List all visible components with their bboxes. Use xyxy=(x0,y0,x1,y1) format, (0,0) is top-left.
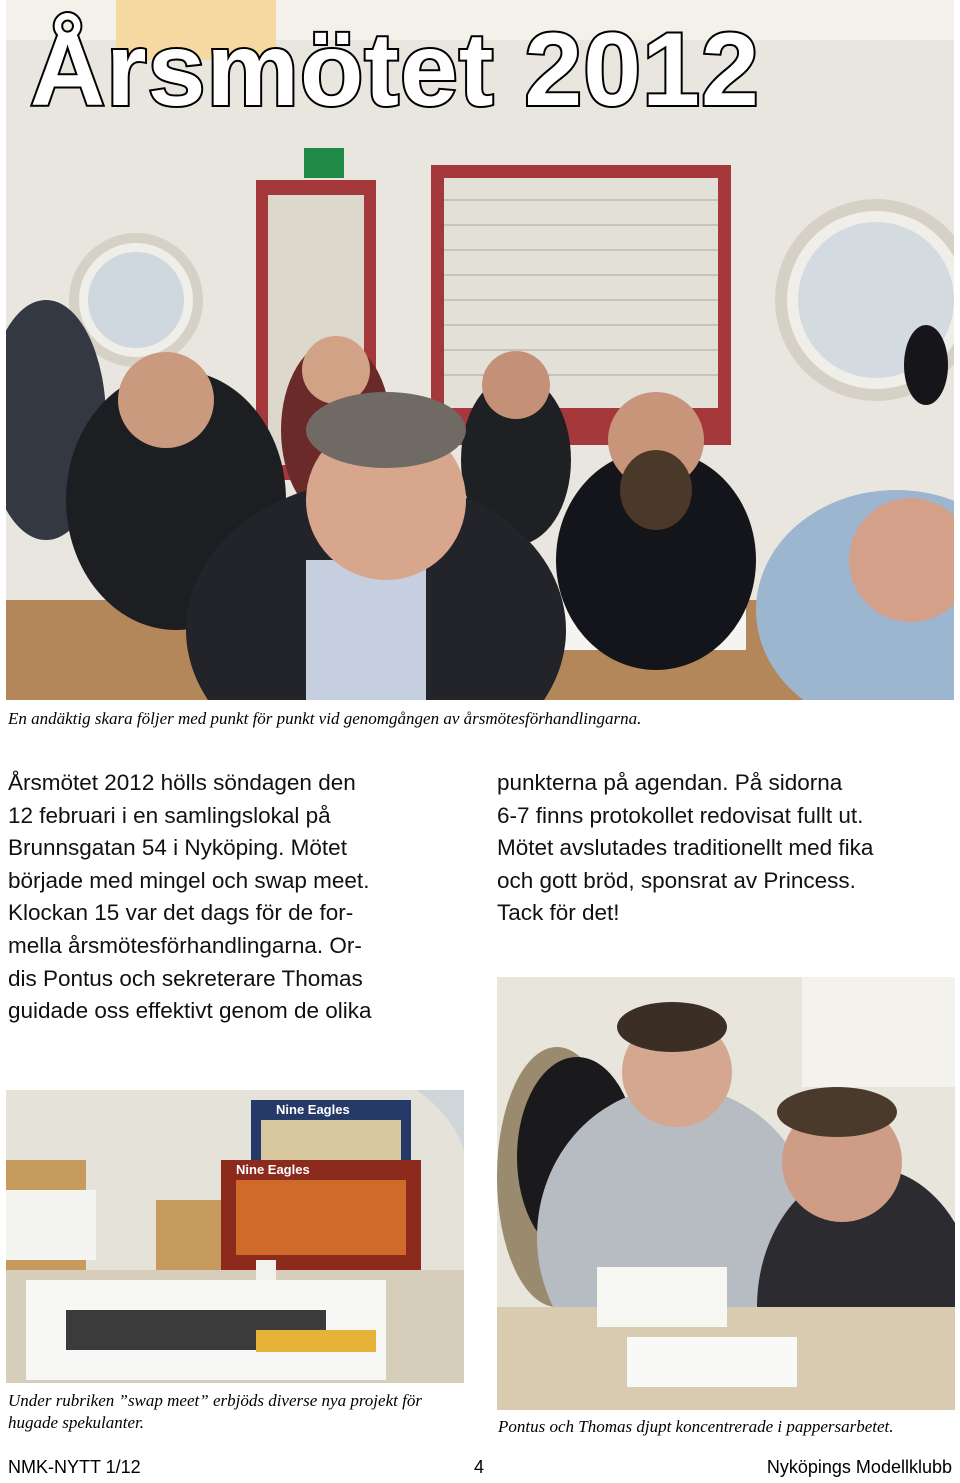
pontus-thomas-photo-caption: Pontus och Thomas djupt koncentrerade i pappersarbetet. xyxy=(498,1417,894,1436)
page-title: Årsmötet 2012 xyxy=(30,12,760,128)
article-column-right xyxy=(497,767,957,930)
article-line: guidade oss effektivt genom de olika xyxy=(8,998,372,1024)
article-line: började med mingel och swap meet. xyxy=(8,867,370,893)
swap-meet-photo-caption: Under rubriken ”swap meet” erbjöds diverse nya projekt för hugade spekulanter. xyxy=(8,1391,422,1432)
footer-page-number: 4 xyxy=(474,1457,485,1477)
meeting-photo-caption: En andäktig skara följer med punkt för punkt vid genomgången av årsmötesförhandlingarna. xyxy=(8,709,642,728)
article-line: 6-7 finns protokollet redovisat fullt ut. xyxy=(497,802,864,828)
article-line: Klockan 15 var det dags för de for- xyxy=(8,900,354,926)
box-brand-text: Nine Eagles xyxy=(276,1102,350,1117)
article-line: Brunnsgatan 54 i Nyköping. Mötet xyxy=(8,835,347,861)
article-line: och gott bröd, sponsrat av Princess. xyxy=(497,867,856,893)
article-line: punkterna på agendan. På sidorna xyxy=(497,770,843,795)
article-line: Årsmötet 2012 hölls söndagen den xyxy=(8,770,356,795)
footer-club-name: Nyköpings Modellklubb xyxy=(766,1457,952,1477)
article-line: mella årsmötesförhandlingarna. Or- xyxy=(8,932,362,958)
article-line: 12 februari i en samlingslokal på xyxy=(8,802,331,828)
box-brand-text: Nine Eagles xyxy=(236,1162,310,1177)
article-line: Tack för det! xyxy=(497,900,620,926)
pontus-thomas-photo xyxy=(497,977,955,1410)
article-column-left xyxy=(8,767,468,1028)
article-line: dis Pontus och sekreterare Thomas xyxy=(8,965,363,991)
footer-publication: NMK-NYTT 1/12 xyxy=(8,1457,141,1477)
swap-meet-photo xyxy=(6,1090,464,1383)
article-line: Mötet avslutades traditionellt med fika xyxy=(497,835,874,861)
